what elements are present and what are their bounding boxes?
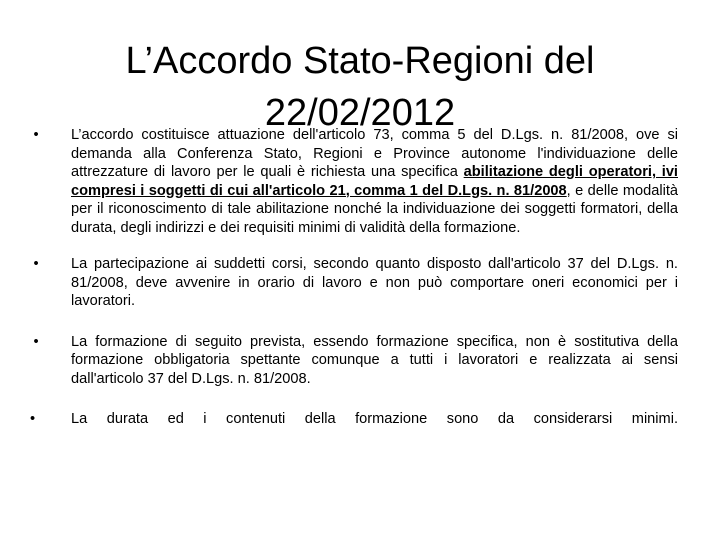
bullet-dot-icon: • <box>33 333 39 350</box>
bullet-2-text: La partecipazione ai suddetti corsi, secondo quanto disposto dall'articolo 37 del D.Lgs. n. 81/2008, deve avvenire in orario di lavoro e non può comportare oneri economici per i lavoratori. <box>71 256 678 309</box>
bullet-item-4 <box>30 410 678 429</box>
bullet-dot-icon: • <box>30 411 36 427</box>
bullet-dot-icon: • <box>33 127 39 143</box>
bullet-item-1 <box>30 126 678 237</box>
title-line-2: 22/02/2012 <box>264 92 456 135</box>
slide-title <box>60 35 660 139</box>
bullet-dot-icon: • <box>33 256 39 272</box>
bullet-4-text: La durata ed i contenuti della formazione sono da considerarsi minimi. <box>71 411 678 427</box>
bullet-3-text: La formazione di seguito prevista, essendo formazione specifica, non è sostitutiva della formazione obbligatoria spettante comunque a tutti i lavoratori e realizzata ai sensi dall'articolo 37 del D.Lgs. n. 81/2008. <box>71 333 678 387</box>
bullet-1-text-after: , e delle modalità per il riconoscimento di tale abilitazione nonché la individuazione dei soggetti formatori, della durata, degli indirizzi e dei requisiti minimi di validità della formazione. <box>71 182 678 236</box>
title-line-1: L’Accordo Stato-Regioni del <box>125 40 595 83</box>
bullet-item-2 <box>30 255 678 311</box>
bullet-item-3 <box>30 333 678 389</box>
bullet-list <box>30 126 678 447</box>
bullet-1-text-before: L’accordo costituisce attuazione dell'articolo 73, comma 5 del D.Lgs. n. 81/2008, ove si demanda alla Conferenza Stato, Regioni e Province autonome l'individuazione delle attrezzature di lavoro per le quali è richiesta una specifica <box>71 127 678 180</box>
bullet-1-emphasis: abilitazione degli operatori, ivi compresi i soggetti di cui all'articolo 21, comma 1 del D.Lgs. n. 81/2008 <box>71 164 678 199</box>
